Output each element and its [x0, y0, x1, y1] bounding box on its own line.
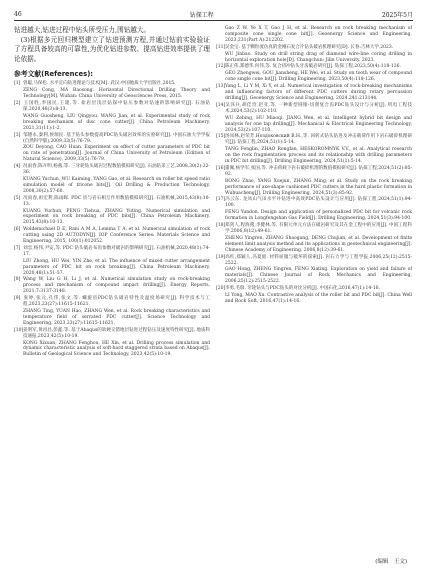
- reference-entry: [216, 223, 412, 235]
- reference-entry: [216, 64, 412, 70]
- reference-text: WANG Guosheng, LIU Qingyou, WANG Jian, et al. Experimental study of rock breaking mechanism of disc cone cutter[J]. China Petroleum Machinery, 2021,31(11):1-2.: [23, 113, 210, 131]
- reference-text: 刘忠,杨伟,尹安,等. PDC 钻头破岩布齿参数对破岩的影响研究[J]. 石油机械,2020,48(1):74-17.: [23, 245, 210, 257]
- reference-text: ZHENG Yingren, ZHANG Shaogang, DENG Chujian, et al. Development of finite element limit analysis method and its applications in geotechnical engineering[J]. Chinese Academy of Engineering, 2006,8(12):39-61.: [225, 235, 412, 253]
- reference-text: 邹德永,秦利,侯瑞民. 基于钻头参数提高PDC钻头破岩效率的实验研究[J]. 中国石油大学学报(自然科学版),2009,33(5):76-79.: [23, 132, 210, 144]
- reference-entry: [216, 103, 412, 115]
- reference-number: [3]: [14, 132, 21, 138]
- reference-text: KUANG Yuchun, PENG Tiehua, ZHANG Yuting. Numerical simulation and experiment on rock breaking of PDC bits[J]. China Petroleum Machinery, 2015,43(8):10-13.: [23, 208, 210, 226]
- header-rule: [14, 20, 413, 21]
- reference-entry: [216, 26, 412, 44]
- references-title: 参考文献(References):: [14, 70, 94, 79]
- reference-entry: [14, 277, 210, 295]
- reference-entry: [14, 145, 210, 163]
- reference-number: [9]: [14, 296, 21, 302]
- editor-credit: (编辑 王文): [375, 559, 407, 565]
- issue-date: 2025年5月: [381, 11, 413, 19]
- reference-number: [4]: [14, 164, 21, 170]
- reference-entry: [14, 309, 210, 327]
- reference-text: FENG Yundon. Design and application of personalized PDC bit for volcanic rock formation in Longfengshan Gas Field[J]. Drilling Engineering, 2024,51(3):94-100.: [225, 210, 412, 222]
- reference-number: [10]: [14, 327, 24, 333]
- reference-text: RONG Zhao, YANG Xuejun, ZHANG Ming, et al. Study on the rock breaking performance of axe-shape cushioned PDC cutters in the hard plastic formation in Wuhuacheng[J]. Drilling Engineering, 2024,51(3):85-92.: [225, 178, 412, 196]
- reference-text: GAO Hong, ZHENG Yingren, FENG Xiating. Exploration on yield and failure of materials[J]. Chinese Journal of Rock Mechanics and Engineering, 2006,25(12):2515-2522.: [225, 267, 412, 285]
- reference-text: 王国胜,李国民,王建,等. 盐岩层浅层钻探中钻压参数对钻速的影响研究[J]. 石油钻探,2020,48(3):8-13.: [23, 101, 210, 112]
- reference-entry: [14, 296, 210, 308]
- reference-text: ZOU Deyong, CAO Huan. Experiment on effect of cutter parameters of PDC bit on rate of penetration[J]. Journal of China University of Petroleum (Edition of Natural Science), 2009,33(5):76-79.: [23, 145, 210, 163]
- reference-entry: [216, 116, 412, 134]
- reference-text: Gao Z W, Ye X T, Gao J H, et al. Research on rock breaking mechanism of composite cone single cone bit[J]. Geoenergy Science and Engineering, 2023,231(Part A):212202.: [225, 26, 412, 43]
- reference-number: [6]: [14, 227, 21, 233]
- reference-text: KUANG Yuchun, WU Kaiming, YANG Gao, et al. Research on roller bit speed ratio simulation model of tricone bits[J]. Oil Drilling & Production Technology, 2008,30(2):57-60.: [23, 176, 210, 194]
- reference-number: [13]: [216, 84, 226, 90]
- reference-text: 吴金宝. 基于颗粒流仿真的金刚石复合片钻头破岩机理研究[D]. 长春:吉林大学,2023.: [225, 44, 394, 50]
- reference-entry: [14, 341, 210, 359]
- reference-text: Woldemichael D E, Rani A M A, Lemma T A, et al. Numerical simulation of rock cutting using 2D AUTODYN[J]. IOP Conference Series: Materials Science and Engineering, 2015, 100(1):012052.: [23, 227, 210, 245]
- reference-text: 汤凤林,赵荣芳,Ноздоковский В.Н.,等. 回转式钻头钻进及冲击载荷作用下岩石破碎机理研究[J]. 钻探工程,2024,51(1):5-14.: [225, 134, 412, 146]
- reference-entry: [14, 101, 210, 113]
- body-paragraph-2: (3)根据多元回归模型建立了钻进预测方程,并通过钻前实验验证了方程具备较高的可靠性,为优化钻进参数、提高钻进效率提供了理论依据。: [14, 35, 210, 63]
- reference-text: ZHANG Ting, YUAN Hao, ZHANG Wen, et al. Rock breaking characteristics and temperature field of serrated PDC cutter[J]. Science Technology and Engineering, 2023,23(27):11615-11621.: [23, 309, 210, 326]
- reference-number: [14]: [216, 102, 226, 108]
- reference-entry: [14, 81, 210, 87]
- reference-entry: [216, 134, 412, 146]
- reference-text: 高红,郑颖人,冯夏庭. 材料屈服与破坏的探索[J]. 岩石力学与工程学报,2006,25(12):2515-2522.: [225, 254, 412, 266]
- reference-entry: [216, 45, 412, 51]
- right-column: [216, 26, 412, 306]
- reference-entry: [14, 88, 210, 100]
- reference-text: WU Zebing, HU Miaoqi, JIANG Wen, et al. Intelligent hybrid bit design and analysis for one tap drilling[J]. Mechanical & Electrical Engineering Technology, 2024,53(2):107-110.: [225, 115, 412, 133]
- reference-entry: [216, 210, 412, 222]
- reference-entry: [216, 179, 412, 197]
- reference-entry: [14, 133, 210, 145]
- reference-entry: [14, 196, 210, 208]
- reference-number: [5]: [14, 195, 21, 201]
- reference-text: 曾聪,马保松. 水平定向钻进理论与技术[M]. 武汉:中国地质大学出版社,2015.: [23, 81, 176, 87]
- reference-entry: [14, 164, 210, 176]
- reference-entry: [216, 286, 412, 292]
- reference-text: KONG Xixuan, ZHANG Fenghou, HE Xin, et al. Drilling process simulation and dynamic characteristic analysis of soft-hard staggered strata based on Abaqus[J]. Bulletin of Geological Science and Technology, 2023,42(5):10-19.: [23, 340, 210, 358]
- reference-entry: [14, 246, 210, 258]
- reference-text: ZENG Cong, MA Baosong. Horizontal Directional Drilling Theory and Technology[M]. Wuhan: China University of Geosciences Press, 2015.: [23, 88, 210, 100]
- reference-text: 况雨春,陈开明,杨燕,等. 三牙轮钻头破岩过程数值模拟研究[J]. 石油钻采工艺,2008,30(2):32-36.: [23, 164, 210, 176]
- reference-entry: [216, 166, 412, 178]
- reference-text: 况雨春,祖宏利,陈雨晖. PDC 齿与岩石相互作用数值模拟研究[J]. 石油机械,2015,43(8):10-13.: [23, 195, 210, 207]
- reference-entry: [216, 255, 412, 267]
- reference-text: TANG Fenglin, ZHAO Rongfan, HESKOROMNYK V.V., et al. Analytical research on the rock fragmentation process and its relationship with drilling parameters in PDC bit drilling[J]. Drilling Engineering, 2024,51(1):5-14.: [225, 147, 412, 165]
- reference-text: Wang W, Liu G H, Li J, et al. Numerical simulation study on rock-breaking process and mechanism of compound impact drilling[J]. Energy Reports, 2021,7:3137-3148.: [23, 277, 210, 295]
- reference-text: 李勇,毛瑞. 牙轮钻头与PDC钻头的对比分析[J]. 中国石化,2016,47(1):14-16.: [225, 286, 380, 292]
- reference-number: [16]: [216, 165, 226, 171]
- reference-number: [2]: [14, 101, 21, 107]
- reference-entry: [14, 259, 210, 277]
- reference-entry: [216, 84, 412, 102]
- reference-entry: [216, 236, 412, 254]
- reference-number: [15]: [216, 134, 226, 140]
- reference-entry: [216, 71, 412, 83]
- reference-number: [17]: [216, 197, 226, 203]
- reference-entry: [14, 227, 210, 245]
- reference-entry: [14, 209, 210, 227]
- reference-text: 陈正伟,郑德华,何伟,等. 复合扭冲钻头牙齿破岩研究[J]. 钻探工程,2023,50(4):118-126.: [225, 64, 401, 70]
- reference-text: 郑剑人,程海燕,李健林,等. 有限元单元方法在破岩研究及其在金工程中的应用[J]. 中国工程科学,2006,8(12):49-61.: [225, 223, 412, 234]
- reference-entry: [216, 267, 412, 285]
- reference-text: 吴泽兵,胡佳奇,赵亚,等. 一种新型圆锥-切削复合齿PDC钻头设计与分析[J]. 机电工程技术,2024,53(2):102-110.: [225, 102, 412, 114]
- reference-number: [12]: [216, 64, 226, 70]
- reference-text: 姜明军,黄再昌,彭鑫,等. 基于Abaqus的软硬交错地层钻进过程钻压及速度特性研究[J]. 地质科技通报,2023,42(5):10-19.: [23, 327, 210, 339]
- references-list-right: [216, 26, 412, 305]
- reference-text: LI Yong, MAO Xu. Contrastive analysis of the roller bit and PDC bit[J]. China Well and Rock Soft, 2016,47(1):14-16.: [225, 293, 412, 304]
- reference-text: 冯云东. 龙凤山气田水平井钻进中高效PDC钻头设计与应用[J]. 钻探工程,2024,51(1):94-100.: [225, 197, 412, 209]
- reference-number: [11]: [216, 44, 226, 50]
- reference-text: GEO Zhengwei, GOU Jiansheng, HE Wei, et al. Study on tooth wear of compound cone single cone bit[J]. Drilling Engineering, 2023,50(4):118-126.: [225, 71, 412, 83]
- body-paragraph-1: 钻进越大,钻进过程中钻头所受压力,围钻越大。: [14, 26, 151, 34]
- reference-number: [20]: [216, 286, 226, 292]
- reference-entry: [14, 328, 210, 340]
- page-header: [14, 8, 413, 20]
- reference-text: 张婷,张元,孔伟,张文,等. 螺旋齿PDC钻头破岩特性及温度场研究[J]. 科学技术与工程,2023,23(27):11615-11621.: [23, 296, 210, 308]
- reference-number: [8]: [14, 277, 21, 283]
- reference-text: Yang L, Li Y M, Xi Y, et al. Numerical investigation of rock-breaking mechanisms and influencing factors of different PDC cutters during rotary percussion drilling[J]. Geoenergy Science and Engineering, 2024,241:213144.: [225, 84, 412, 101]
- reference-entry: [216, 52, 412, 64]
- page-number: 46: [14, 10, 22, 18]
- reference-entry: [14, 114, 210, 132]
- journal-name: 钻探工程: [189, 11, 214, 19]
- reference-text: WU Jinbao. Study on drill string drag of diamond wire-line coring drilling in horizontal exploration hole[D]. Changchun: Jilin University, 2023.: [225, 51, 412, 63]
- reference-entry: [216, 147, 412, 165]
- references-list-left: [14, 81, 210, 358]
- reference-text: LIU Zhong, HU Wei, YIN Zhe, et al. The influence of mixed cutter arrangement parameters of PDC bit on rock breaking[J]. China Petroleum Machinery, 2020,48(1):51-57.: [23, 258, 210, 276]
- reference-number: [18]: [216, 223, 226, 229]
- reference-entry: [14, 177, 210, 195]
- reference-number: [1]: [14, 81, 21, 87]
- reference-entry: [216, 293, 412, 305]
- reference-text: 董佩,杨学军,张国,等. 冲击荷载下岩石破碎机理的数值模拟研究[J]. 钻探工程,2024,51(2):85-92.: [225, 165, 412, 177]
- reference-number: [19]: [216, 254, 226, 260]
- reference-number: [7]: [14, 245, 21, 251]
- reference-entry: [216, 197, 412, 209]
- left-column: [14, 26, 210, 359]
